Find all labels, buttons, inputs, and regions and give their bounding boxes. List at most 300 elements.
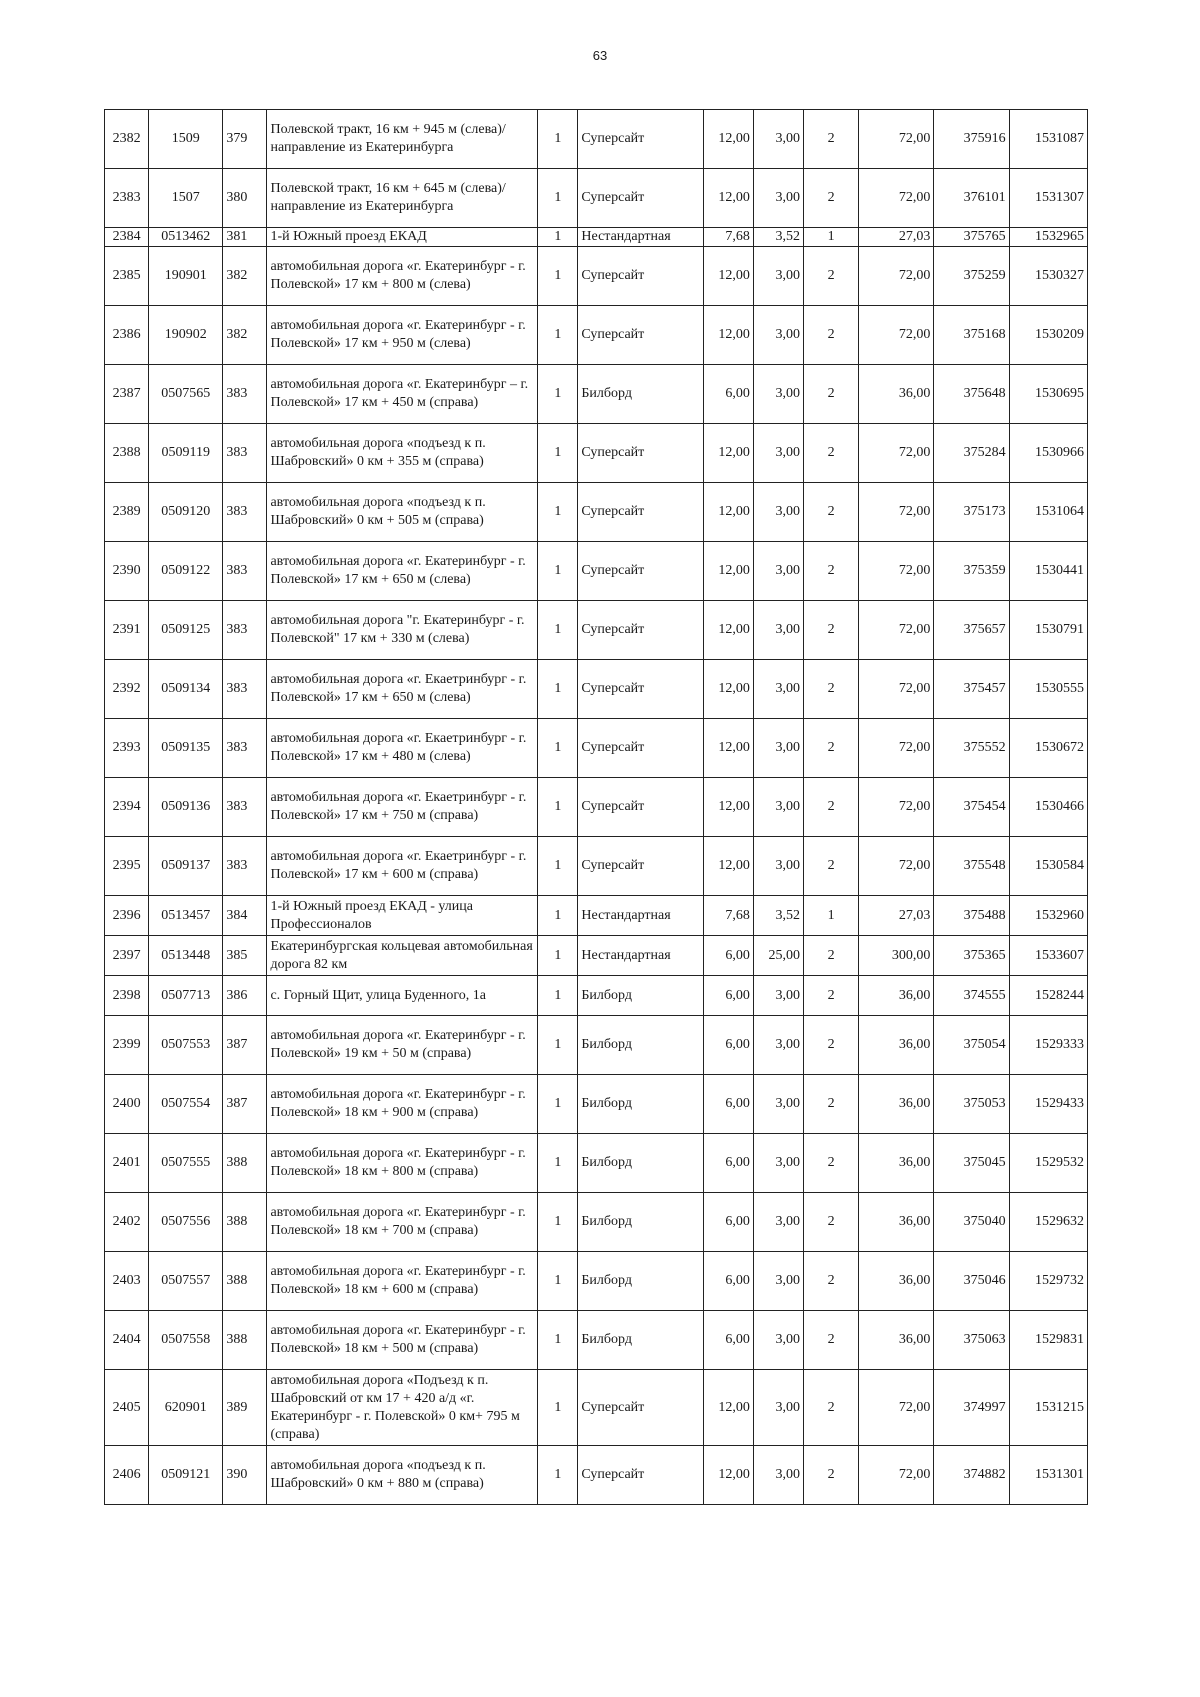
cell-address: автомобильная дорога «г. Екаетринбург - г. Полевской» 17 км + 600 м (справа) [267,837,538,896]
cell-height: 3,00 [753,247,803,306]
cell-coord-y: 1532965 [1009,228,1087,247]
table-row [105,110,1088,169]
cell-row-number: 2396 [105,896,149,936]
table-row [105,306,1088,365]
cell-sides: 2 [804,110,859,169]
cell-structure-type: Билборд [578,1134,703,1193]
cell-structure-type: Суперсайт [578,306,703,365]
table-row [105,976,1088,1016]
cell-coord-y: 1529333 [1009,1016,1087,1075]
cell-coord-y: 1530672 [1009,719,1087,778]
cell-row-number: 2383 [105,169,149,228]
cell-address: Полевской тракт, 16 км + 645 м (слева)/направление из Екатеринбурга [267,169,538,228]
cell-width: 12,00 [703,247,753,306]
cell-place-number: 383 [223,424,267,483]
cell-quantity: 1 [538,169,578,228]
cell-coord-y: 1530791 [1009,601,1087,660]
cell-place-number: 390 [223,1446,267,1505]
cell-area: 36,00 [859,1252,934,1311]
cell-address: автомобильная дорога «г. Екатеринбург - г. Полевской» 18 км + 900 м (справа) [267,1075,538,1134]
cell-height: 25,00 [753,936,803,976]
cell-object-code: 0509122 [149,542,223,601]
cell-height: 3,00 [753,976,803,1016]
cell-object-code: 0513462 [149,228,223,247]
cell-coord-x: 376101 [934,169,1009,228]
cell-height: 3,00 [753,483,803,542]
cell-width: 12,00 [703,719,753,778]
cell-height: 3,00 [753,1311,803,1370]
cell-width: 6,00 [703,1311,753,1370]
cell-area: 72,00 [859,719,934,778]
cell-object-code: 1507 [149,169,223,228]
registry-table [104,109,1088,1505]
cell-address: автомобильная дорога «г. Екатеринбург - г. Полевской» 17 км + 650 м (слева) [267,542,538,601]
cell-area: 36,00 [859,1311,934,1370]
cell-area: 72,00 [859,601,934,660]
table-row [105,169,1088,228]
cell-sides: 2 [804,778,859,837]
cell-quantity: 1 [538,542,578,601]
cell-address: с. Горный Щит, улица Буденного, 1а [267,976,538,1016]
cell-row-number: 2400 [105,1075,149,1134]
cell-address: автомобильная дорога «подъезд к п. Шабровский» 0 км + 355 м (справа) [267,424,538,483]
cell-width: 7,68 [703,896,753,936]
cell-coord-x: 375284 [934,424,1009,483]
cell-sides: 2 [804,1016,859,1075]
cell-place-number: 388 [223,1134,267,1193]
cell-coord-x: 375916 [934,110,1009,169]
cell-row-number: 2403 [105,1252,149,1311]
table-row [105,601,1088,660]
table-row [105,1311,1088,1370]
cell-height: 3,52 [753,228,803,247]
cell-width: 6,00 [703,1016,753,1075]
cell-address: 1-й Южный проезд ЕКАД - улица Профессионалов [267,896,538,936]
cell-place-number: 387 [223,1075,267,1134]
cell-width: 7,68 [703,228,753,247]
cell-coord-x: 375168 [934,306,1009,365]
cell-place-number: 388 [223,1252,267,1311]
cell-area: 72,00 [859,778,934,837]
cell-structure-type: Суперсайт [578,247,703,306]
cell-row-number: 2384 [105,228,149,247]
cell-address: Полевской тракт, 16 км + 945 м (слева)/направление из Екатеринбурга [267,110,538,169]
cell-coord-y: 1532960 [1009,896,1087,936]
cell-structure-type: Билборд [578,1016,703,1075]
cell-height: 3,00 [753,719,803,778]
cell-quantity: 1 [538,936,578,976]
cell-coord-x: 375040 [934,1193,1009,1252]
cell-sides: 2 [804,542,859,601]
cell-place-number: 388 [223,1311,267,1370]
table-row [105,660,1088,719]
cell-place-number: 383 [223,542,267,601]
cell-sides: 2 [804,1252,859,1311]
table-row [105,778,1088,837]
cell-place-number: 389 [223,1370,267,1446]
cell-structure-type: Суперсайт [578,424,703,483]
table-row [105,1075,1088,1134]
cell-width: 12,00 [703,306,753,365]
cell-quantity: 1 [538,247,578,306]
cell-sides: 2 [804,660,859,719]
cell-height: 3,00 [753,601,803,660]
cell-row-number: 2404 [105,1311,149,1370]
cell-structure-type: Билборд [578,1252,703,1311]
cell-height: 3,00 [753,660,803,719]
cell-quantity: 1 [538,424,578,483]
cell-quantity: 1 [538,896,578,936]
cell-row-number: 2394 [105,778,149,837]
cell-place-number: 383 [223,660,267,719]
table-row [105,719,1088,778]
cell-coord-x: 374882 [934,1446,1009,1505]
cell-structure-type: Нестандартная [578,936,703,976]
cell-row-number: 2385 [105,247,149,306]
cell-object-code: 0507556 [149,1193,223,1252]
cell-height: 3,00 [753,1193,803,1252]
cell-area: 72,00 [859,542,934,601]
cell-object-code: 0507554 [149,1075,223,1134]
cell-quantity: 1 [538,365,578,424]
cell-quantity: 1 [538,228,578,247]
cell-structure-type: Суперсайт [578,601,703,660]
cell-area: 300,00 [859,936,934,976]
cell-place-number: 386 [223,976,267,1016]
table-row [105,483,1088,542]
cell-object-code: 0509137 [149,837,223,896]
cell-address: автомобильная дорога «подъезд к п. Шабровский» 0 км + 880 м (справа) [267,1446,538,1505]
cell-quantity: 1 [538,483,578,542]
cell-object-code: 1509 [149,110,223,169]
cell-coord-x: 375454 [934,778,1009,837]
cell-quantity: 1 [538,1134,578,1193]
cell-sides: 2 [804,719,859,778]
cell-height: 3,52 [753,896,803,936]
cell-row-number: 2390 [105,542,149,601]
cell-height: 3,00 [753,778,803,837]
cell-object-code: 0507557 [149,1252,223,1311]
cell-address: автомобильная дорога «г. Екатеринбург – г. Полевской» 17 км + 450 м (справа) [267,365,538,424]
cell-sides: 2 [804,169,859,228]
cell-object-code: 190901 [149,247,223,306]
cell-quantity: 1 [538,976,578,1016]
cell-coord-y: 1530466 [1009,778,1087,837]
cell-place-number: 382 [223,306,267,365]
cell-coord-x: 375648 [934,365,1009,424]
cell-quantity: 1 [538,110,578,169]
cell-width: 6,00 [703,365,753,424]
cell-quantity: 1 [538,660,578,719]
cell-structure-type: Нестандартная [578,228,703,247]
cell-place-number: 382 [223,247,267,306]
cell-coord-x: 374555 [934,976,1009,1016]
cell-quantity: 1 [538,601,578,660]
cell-coord-x: 375548 [934,837,1009,896]
cell-row-number: 2406 [105,1446,149,1505]
cell-area: 72,00 [859,483,934,542]
cell-object-code: 0509125 [149,601,223,660]
cell-row-number: 2399 [105,1016,149,1075]
cell-object-code: 0509134 [149,660,223,719]
cell-quantity: 1 [538,1193,578,1252]
cell-address: автомобильная дорога «г. Екатеринбург - г. Полевской» 18 км + 600 м (справа) [267,1252,538,1311]
cell-row-number: 2401 [105,1134,149,1193]
cell-quantity: 1 [538,306,578,365]
cell-quantity: 1 [538,837,578,896]
cell-area: 72,00 [859,306,934,365]
cell-address: автомобильная дорога «г. Екаетринбург - г. Полевской» 17 км + 480 м (слева) [267,719,538,778]
cell-width: 6,00 [703,1193,753,1252]
cell-place-number: 383 [223,601,267,660]
cell-coord-y: 1529532 [1009,1134,1087,1193]
cell-place-number: 383 [223,365,267,424]
cell-sides: 2 [804,424,859,483]
cell-height: 3,00 [753,1446,803,1505]
cell-structure-type: Билборд [578,365,703,424]
cell-object-code: 0509119 [149,424,223,483]
cell-address: автомобильная дорога «г. Екатеринбург - г. Полевской» 18 км + 700 м (справа) [267,1193,538,1252]
table-row [105,247,1088,306]
cell-structure-type: Суперсайт [578,660,703,719]
cell-coord-y: 1529831 [1009,1311,1087,1370]
cell-coord-x: 375657 [934,601,1009,660]
cell-coord-x: 375359 [934,542,1009,601]
cell-row-number: 2405 [105,1370,149,1446]
table-row [105,542,1088,601]
cell-coord-y: 1531064 [1009,483,1087,542]
cell-quantity: 1 [538,1446,578,1505]
table-row [105,228,1088,247]
cell-row-number: 2387 [105,365,149,424]
page-number: 63 [592,48,608,63]
cell-structure-type: Суперсайт [578,169,703,228]
cell-quantity: 1 [538,719,578,778]
cell-quantity: 1 [538,778,578,837]
cell-quantity: 1 [538,1075,578,1134]
cell-coord-y: 1530584 [1009,837,1087,896]
cell-object-code: 0513457 [149,896,223,936]
cell-coord-y: 1533607 [1009,936,1087,976]
cell-coord-x: 375259 [934,247,1009,306]
cell-structure-type: Суперсайт [578,110,703,169]
cell-height: 3,00 [753,837,803,896]
table-row [105,1252,1088,1311]
cell-width: 12,00 [703,660,753,719]
cell-width: 6,00 [703,1075,753,1134]
cell-height: 3,00 [753,1252,803,1311]
cell-object-code: 620901 [149,1370,223,1446]
table-row [105,1446,1088,1505]
cell-quantity: 1 [538,1370,578,1446]
cell-width: 12,00 [703,837,753,896]
cell-quantity: 1 [538,1311,578,1370]
cell-row-number: 2388 [105,424,149,483]
cell-place-number: 385 [223,936,267,976]
cell-area: 72,00 [859,660,934,719]
cell-coord-y: 1531301 [1009,1446,1087,1505]
table-row [105,424,1088,483]
cell-coord-x: 375054 [934,1016,1009,1075]
cell-row-number: 2391 [105,601,149,660]
table-body [105,110,1088,1505]
cell-place-number: 379 [223,110,267,169]
cell-sides: 2 [804,1193,859,1252]
cell-row-number: 2382 [105,110,149,169]
cell-area: 27,03 [859,896,934,936]
cell-object-code: 0509136 [149,778,223,837]
cell-coord-x: 375053 [934,1075,1009,1134]
cell-width: 12,00 [703,424,753,483]
cell-coord-x: 375457 [934,660,1009,719]
cell-place-number: 381 [223,228,267,247]
cell-place-number: 383 [223,719,267,778]
cell-height: 3,00 [753,542,803,601]
cell-place-number: 383 [223,483,267,542]
cell-address: автомобильная дорога «подъезд к п. Шабровский» 0 км + 505 м (справа) [267,483,538,542]
cell-structure-type: Билборд [578,1075,703,1134]
cell-sides: 2 [804,365,859,424]
cell-height: 3,00 [753,365,803,424]
cell-object-code: 0507553 [149,1016,223,1075]
cell-area: 72,00 [859,424,934,483]
cell-width: 12,00 [703,542,753,601]
table-row [105,365,1088,424]
cell-row-number: 2386 [105,306,149,365]
cell-coord-x: 375046 [934,1252,1009,1311]
cell-address: автомобильная дорога «г. Екаетринбург - г. Полевской» 17 км + 650 м (слева) [267,660,538,719]
cell-width: 6,00 [703,1252,753,1311]
cell-height: 3,00 [753,1134,803,1193]
cell-object-code: 0509135 [149,719,223,778]
cell-object-code: 0509120 [149,483,223,542]
cell-area: 72,00 [859,837,934,896]
cell-coord-x: 375173 [934,483,1009,542]
cell-area: 72,00 [859,247,934,306]
cell-coord-y: 1530966 [1009,424,1087,483]
cell-sides: 2 [804,936,859,976]
cell-coord-y: 1530209 [1009,306,1087,365]
cell-area: 36,00 [859,1075,934,1134]
cell-address: автомобильная дорога «г. Екатеринбург - г. Полевской» 18 км + 800 м (справа) [267,1134,538,1193]
cell-coord-x: 375765 [934,228,1009,247]
cell-address: 1-й Южный проезд ЕКАД [267,228,538,247]
cell-structure-type: Суперсайт [578,1446,703,1505]
cell-width: 12,00 [703,1370,753,1446]
cell-coord-x: 375365 [934,936,1009,976]
cell-structure-type: Суперсайт [578,483,703,542]
cell-object-code: 0507565 [149,365,223,424]
cell-object-code: 0513448 [149,936,223,976]
cell-area: 36,00 [859,976,934,1016]
cell-address: автомобильная дорога «Подъезд к п. Шабровский от км 17 + 420 а/д «г. Екатеринбург - г. Полевской» 0 км+ 795 м (справа) [267,1370,538,1446]
cell-structure-type: Билборд [578,1311,703,1370]
cell-sides: 1 [804,228,859,247]
cell-sides: 2 [804,1134,859,1193]
cell-row-number: 2395 [105,837,149,896]
cell-address: автомобильная дорога "г. Екатеринбург - г. Полевской" 17 км + 330 м (слева) [267,601,538,660]
cell-address: автомобильная дорога «г. Екатеринбург - г. Полевской» 19 км + 50 м (справа) [267,1016,538,1075]
cell-quantity: 1 [538,1016,578,1075]
cell-area: 36,00 [859,1134,934,1193]
cell-row-number: 2397 [105,936,149,976]
cell-sides: 2 [804,247,859,306]
cell-structure-type: Билборд [578,1193,703,1252]
cell-place-number: 388 [223,1193,267,1252]
table-row [105,936,1088,976]
cell-coord-y: 1530695 [1009,365,1087,424]
cell-width: 6,00 [703,1134,753,1193]
cell-width: 12,00 [703,778,753,837]
cell-object-code: 0509121 [149,1446,223,1505]
cell-coord-y: 1531215 [1009,1370,1087,1446]
cell-area: 27,03 [859,228,934,247]
cell-coord-y: 1529732 [1009,1252,1087,1311]
cell-coord-x: 375045 [934,1134,1009,1193]
cell-address: Екатеринбургская кольцевая автомобильная дорога 82 км [267,936,538,976]
cell-sides: 2 [804,601,859,660]
cell-width: 12,00 [703,169,753,228]
cell-structure-type: Суперсайт [578,542,703,601]
cell-structure-type: Суперсайт [578,719,703,778]
cell-place-number: 380 [223,169,267,228]
cell-coord-x: 375063 [934,1311,1009,1370]
table-row [105,896,1088,936]
cell-structure-type: Нестандартная [578,896,703,936]
cell-height: 3,00 [753,169,803,228]
cell-sides: 2 [804,483,859,542]
cell-row-number: 2393 [105,719,149,778]
cell-width: 6,00 [703,936,753,976]
cell-coord-y: 1530441 [1009,542,1087,601]
cell-sides: 2 [804,1075,859,1134]
cell-object-code: 190902 [149,306,223,365]
cell-area: 72,00 [859,169,934,228]
cell-sides: 2 [804,1446,859,1505]
cell-area: 36,00 [859,365,934,424]
cell-row-number: 2389 [105,483,149,542]
cell-width: 6,00 [703,976,753,1016]
cell-sides: 2 [804,306,859,365]
table-row [105,837,1088,896]
cell-row-number: 2392 [105,660,149,719]
cell-coord-y: 1531087 [1009,110,1087,169]
cell-height: 3,00 [753,424,803,483]
cell-coord-y: 1529632 [1009,1193,1087,1252]
cell-place-number: 384 [223,896,267,936]
cell-row-number: 2398 [105,976,149,1016]
cell-width: 12,00 [703,1446,753,1505]
cell-object-code: 0507558 [149,1311,223,1370]
cell-structure-type: Суперсайт [578,837,703,896]
cell-sides: 2 [804,1370,859,1446]
cell-place-number: 383 [223,778,267,837]
cell-coord-x: 374997 [934,1370,1009,1446]
cell-height: 3,00 [753,306,803,365]
cell-address: автомобильная дорога «г. Екатеринбург - г. Полевской» 18 км + 500 м (справа) [267,1311,538,1370]
cell-object-code: 0507555 [149,1134,223,1193]
cell-area: 72,00 [859,110,934,169]
cell-address: автомобильная дорога «г. Екатеринбург - г. Полевской» 17 км + 950 м (слева) [267,306,538,365]
cell-height: 3,00 [753,1016,803,1075]
cell-area: 36,00 [859,1016,934,1075]
cell-place-number: 387 [223,1016,267,1075]
cell-area: 72,00 [859,1370,934,1446]
cell-structure-type: Билборд [578,976,703,1016]
cell-coord-y: 1528244 [1009,976,1087,1016]
cell-structure-type: Суперсайт [578,1370,703,1446]
cell-sides: 2 [804,837,859,896]
